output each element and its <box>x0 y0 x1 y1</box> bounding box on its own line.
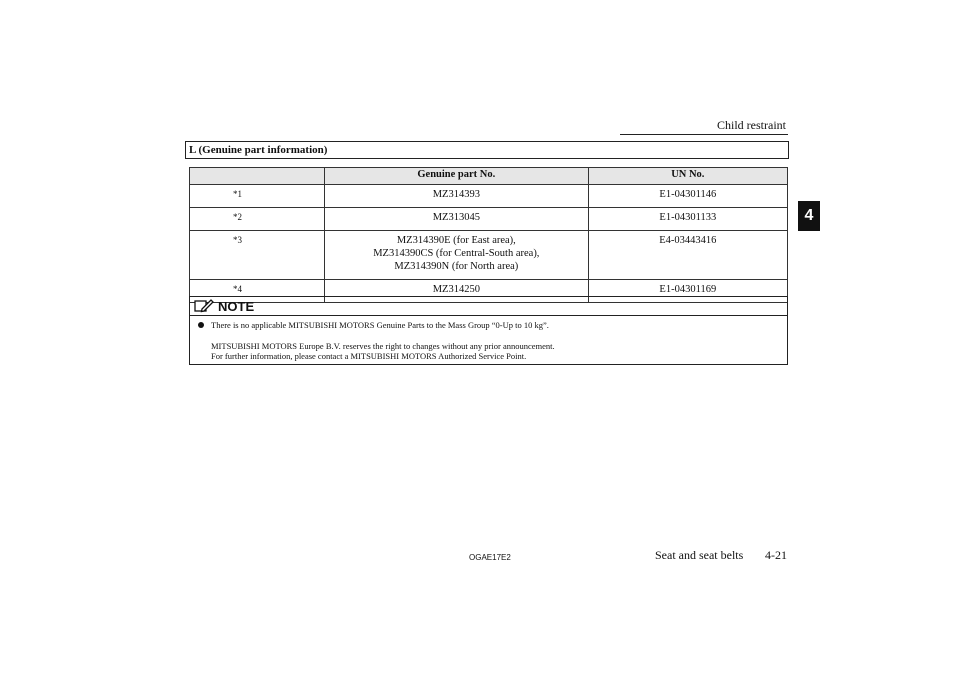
note-box <box>189 296 788 365</box>
un-number: E1-04301146 <box>588 185 787 208</box>
un-number: E1-04301169 <box>588 280 787 303</box>
note-body <box>190 316 787 362</box>
un-number: E4-03443416 <box>588 231 787 280</box>
table-row <box>190 185 788 208</box>
part-number <box>325 231 589 280</box>
part-number <box>325 185 589 208</box>
un-number: E1-04301133 <box>588 208 787 231</box>
part-line: MZ314390N (for North area) <box>394 261 519 272</box>
header-rule <box>620 134 788 135</box>
note-label: NOTE <box>218 298 255 314</box>
parts-table <box>189 167 788 303</box>
part-line: MZ314390E (for East area), <box>396 235 516 246</box>
part-number <box>325 208 589 231</box>
chapter-tab: 4 <box>798 201 820 231</box>
footer-section-title: Seat and seat belts <box>655 548 744 562</box>
note-bullet-text: There is no applicable MITSUBISHI MOTORS Genuine Parts to the Mass Group “0-Up to 10 kg”. <box>211 320 549 330</box>
document-code: OGAE17E2 <box>469 553 511 562</box>
note-para-line: MITSUBISHI MOTORS Europe B.V. reserves the right to changes without any prior announcement. <box>211 340 555 351</box>
section-heading: L (Genuine part information) <box>185 141 789 159</box>
note-bullet-item <box>196 320 781 331</box>
table-row <box>190 231 788 280</box>
part-line: MZ314250 <box>432 284 480 295</box>
chapter-title: Child restraint <box>717 118 786 132</box>
row-marker: *3 <box>190 231 325 280</box>
row-marker: *4 <box>190 280 325 303</box>
table-row <box>190 208 788 231</box>
column-header-part-no: Genuine part No. <box>325 168 589 185</box>
part-line: MZ314390CS (for Central-South area), <box>373 248 540 259</box>
page-number: 4-21 <box>765 548 787 562</box>
column-header-un-no: UN No. <box>588 168 787 185</box>
note-para-line: For further information, please contact a MITSUBISHI MOTORS Authorized Service Point. <box>211 351 527 361</box>
note-header <box>190 297 787 316</box>
row-marker: *1 <box>190 185 325 208</box>
note-paragraph <box>196 341 781 362</box>
table-header-row <box>190 168 788 185</box>
part-line: MZ313045 <box>432 212 480 223</box>
column-header-index <box>190 168 325 185</box>
bullet-dot-icon <box>198 322 204 328</box>
row-marker: *2 <box>190 208 325 231</box>
note-pencil-icon <box>194 299 214 313</box>
part-line: MZ314393 <box>432 189 480 200</box>
